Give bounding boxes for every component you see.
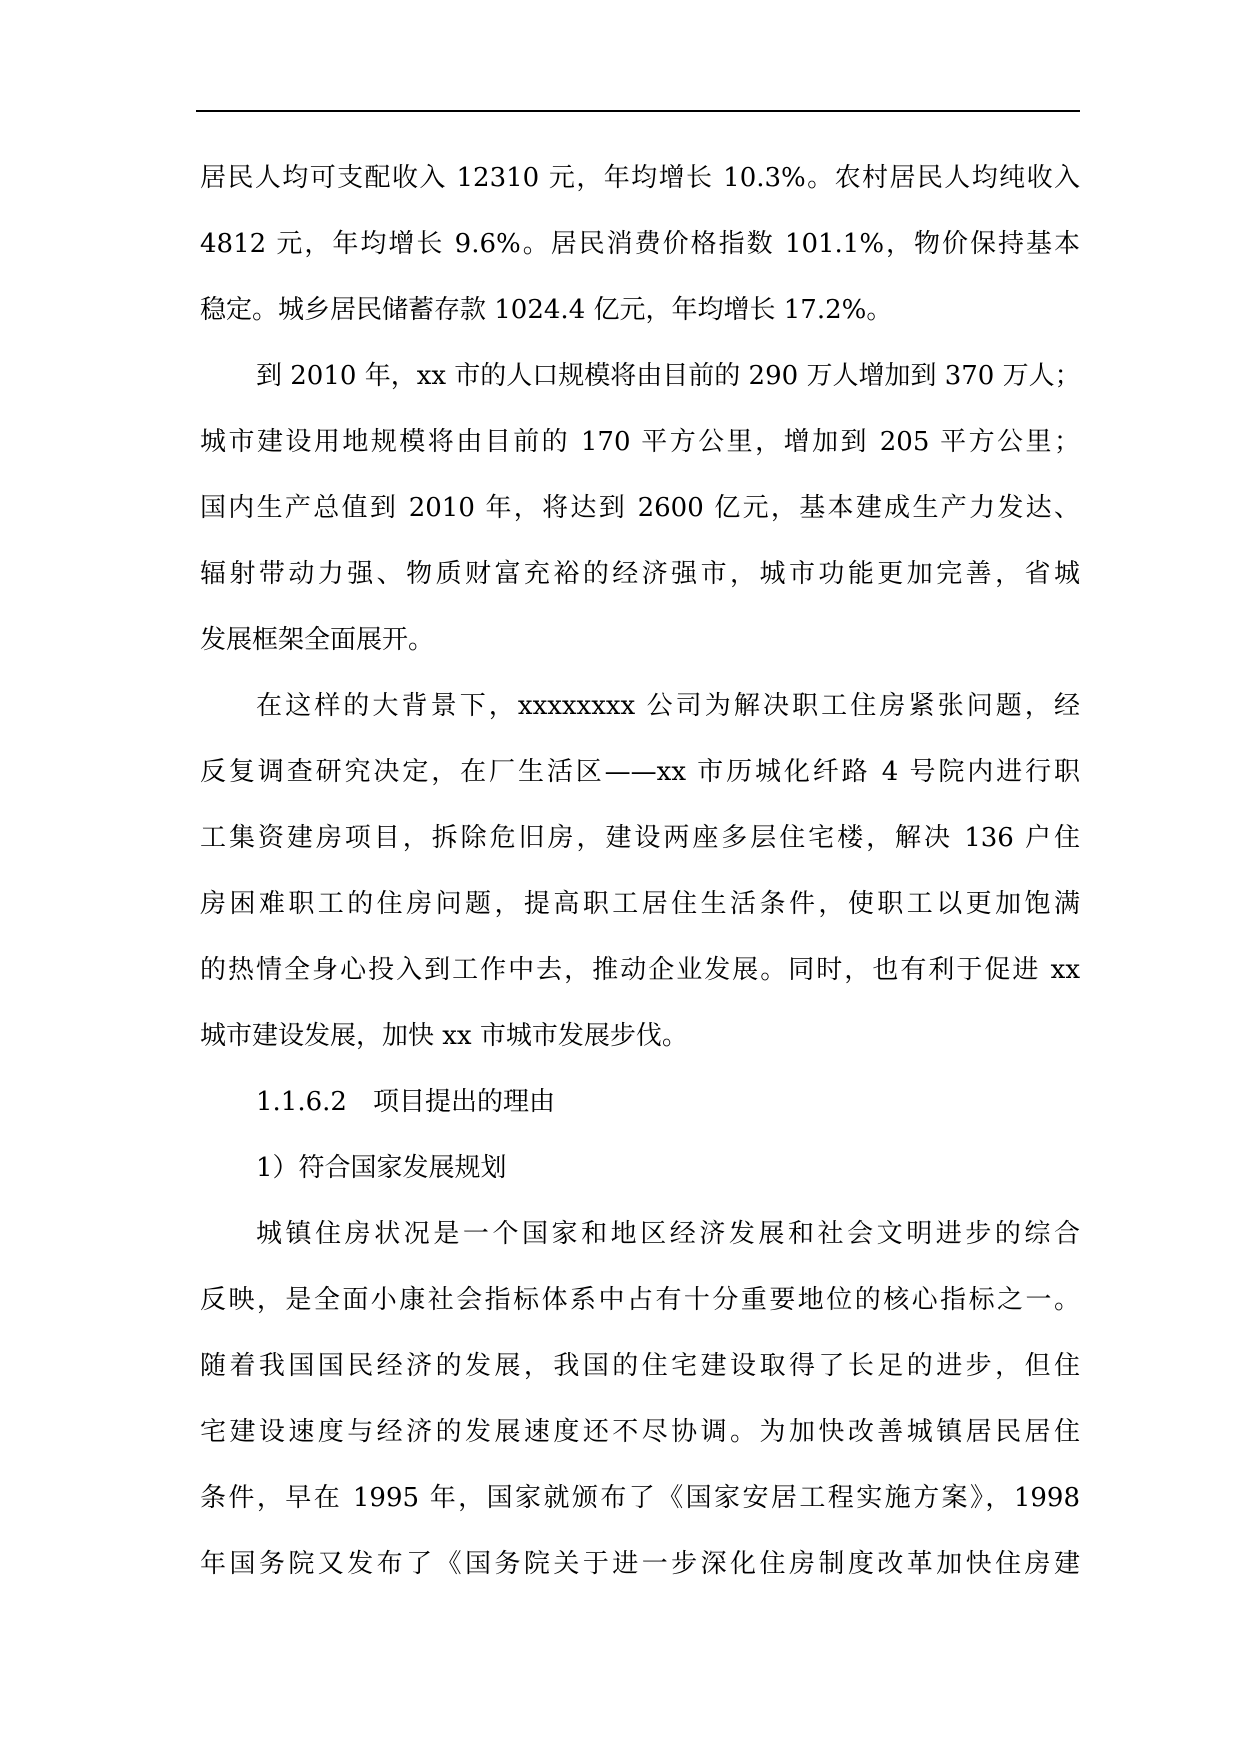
body-text-line: 反复调查研究决定，在厂生活区——xx 市历城化纤路 4 号院内进行职 bbox=[200, 757, 1080, 787]
body-text-line: 的热情全身心投入到工作中去，推动企业发展。同时，也有利于促进 xx bbox=[200, 955, 1080, 985]
subsection-heading: 1）符合国家发展规划 bbox=[256, 1153, 507, 1183]
body-text-line: 到 2010 年，xx 市的人口规模将由目前的 290 万人增加到 370 万人； bbox=[256, 361, 1081, 391]
body-text-line: 随着我国国民经济的发展，我国的住宅建设取得了长足的进步，但住 bbox=[200, 1351, 1080, 1381]
body-text-line: 宅建设速度与经济的发展速度还不尽协调。为加快改善城镇居民居住 bbox=[200, 1417, 1080, 1447]
body-text-line: 在这样的大背景下，xxxxxxxx 公司为解决职工住房紧张问题，经 bbox=[256, 691, 1080, 721]
header-rule bbox=[196, 110, 1080, 112]
body-text-line: 城市建设发展，加快 xx 市城市发展步伐。 bbox=[200, 1021, 688, 1051]
body-text-line: 4812 元，年均增长 9.6%。居民消费价格指数 101.1%，物价保持基本 bbox=[200, 229, 1080, 259]
body-text-line: 居民人均可支配收入 12310 元，年均增长 10.3%。农村居民人均纯收入 bbox=[200, 163, 1080, 193]
body-text-line: 国内生产总值到 2010 年，将达到 2600 亿元，基本建成生产力发达、 bbox=[200, 493, 1080, 523]
body-text-line: 城市建设用地规模将由目前的 170 平方公里，增加到 205 平方公里； bbox=[200, 427, 1080, 457]
body-text-line: 条件，早在 1995 年，国家就颁布了《国家安居工程实施方案》，1998 bbox=[200, 1483, 1080, 1513]
body-text-line: 城镇住房状况是一个国家和地区经济发展和社会文明进步的综合 bbox=[256, 1219, 1080, 1249]
body-text-line: 工集资建房项目，拆除危旧房，建设两座多层住宅楼，解决 136 户住 bbox=[200, 823, 1080, 853]
body-text-line: 年国务院又发布了《国务院关于进一步深化住房制度改革加快住房建 bbox=[200, 1549, 1080, 1579]
body-text-line: 稳定。城乡居民储蓄存款 1024.4 亿元，年均增长 17.2%。 bbox=[200, 295, 893, 325]
body-text-line: 房困难职工的住房问题，提高职工居住生活条件，使职工以更加饱满 bbox=[200, 889, 1080, 919]
section-heading: 1.1.6.2 项目提出的理由 bbox=[256, 1087, 555, 1117]
body-text-line: 辐射带动力强、物质财富充裕的经济强市，城市功能更加完善，省城 bbox=[200, 559, 1080, 589]
body-text-line: 反映，是全面小康社会指标体系中占有十分重要地位的核心指标之一。 bbox=[200, 1285, 1080, 1315]
body-text-line: 发展框架全面展开。 bbox=[200, 625, 435, 655]
